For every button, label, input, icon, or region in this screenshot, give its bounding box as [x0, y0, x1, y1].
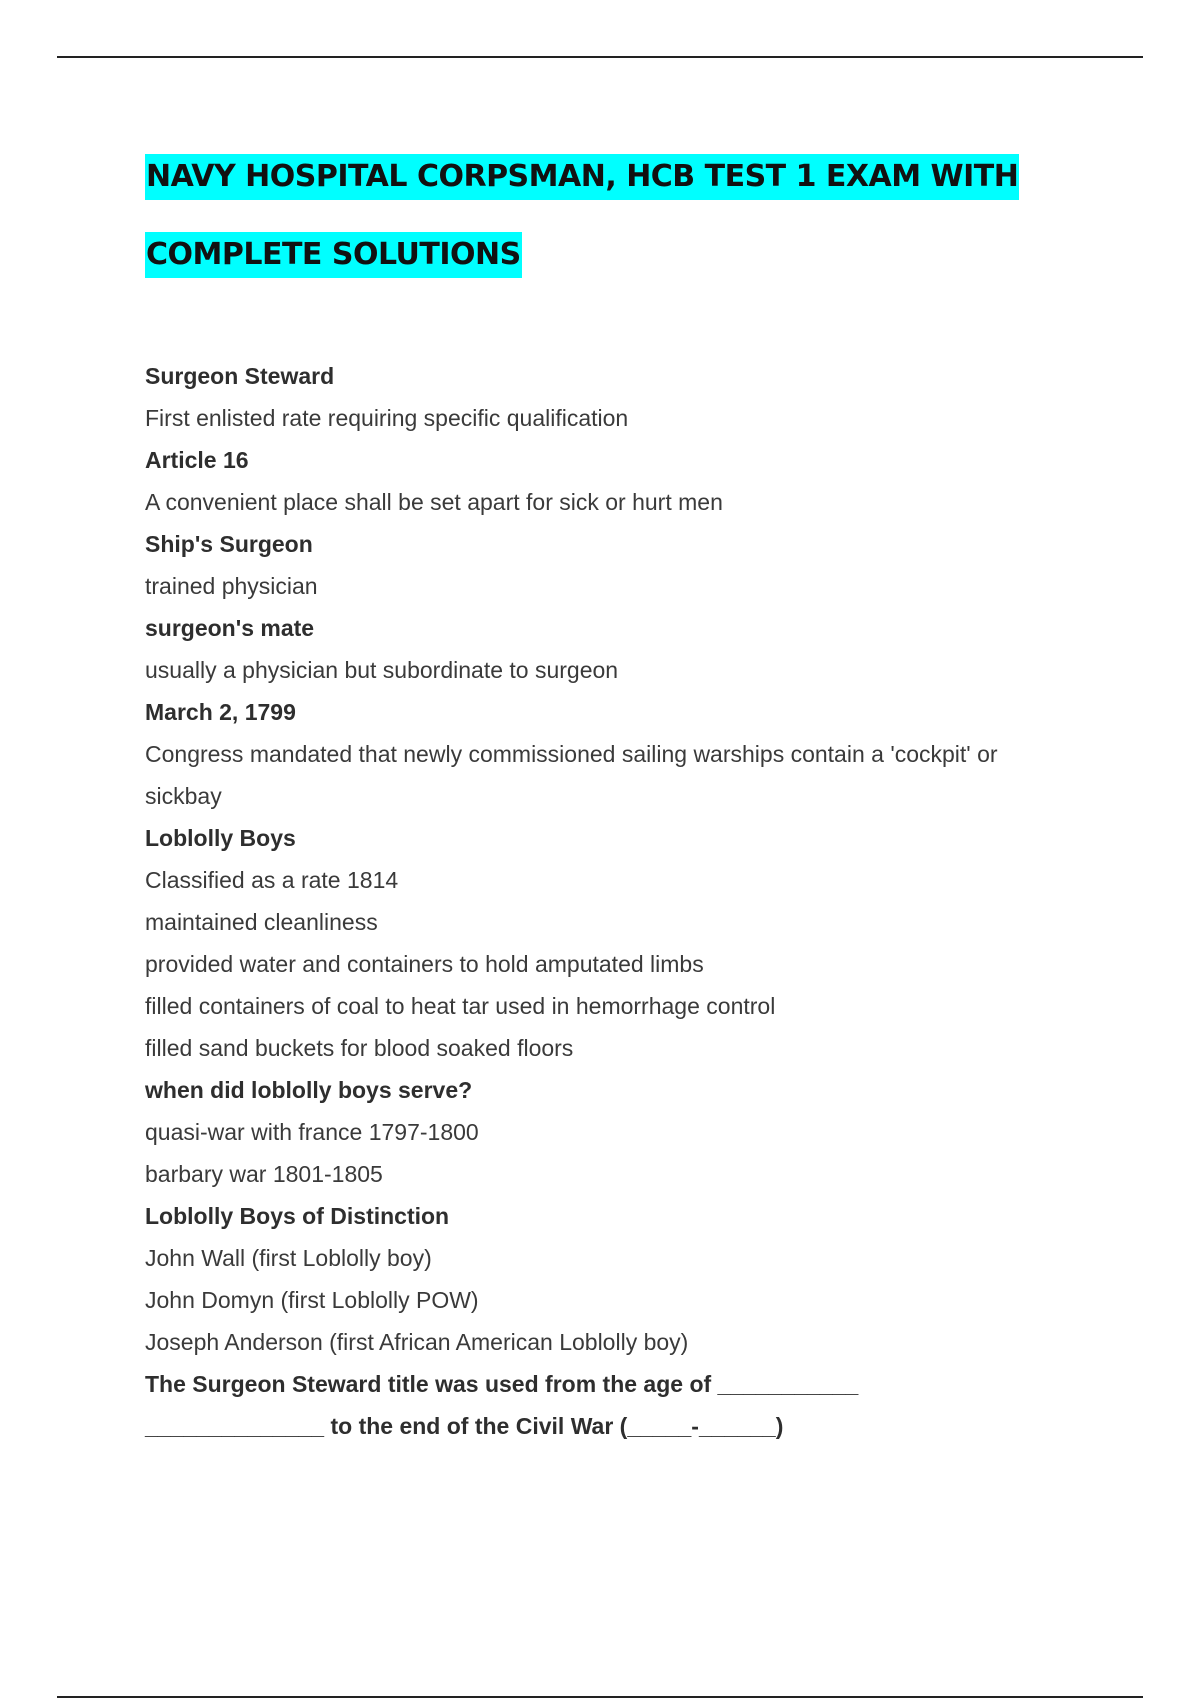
term-article-16: Article 16 — [145, 447, 249, 473]
definition-line: Classified as a rate 1814 — [145, 867, 399, 893]
definition-line: sickbay — [145, 783, 222, 809]
definition-line: usually a physician but subordinate to surgeon — [145, 657, 619, 683]
definition-line: trained physician — [145, 573, 318, 599]
top-rule — [57, 56, 1143, 58]
definition-line: John Domyn (first Loblolly POW) — [145, 1287, 479, 1313]
final-question-line-2: ______________ to the end of the Civil War (_____-______) — [145, 1413, 784, 1439]
document-title — [145, 143, 1105, 299]
definition-line: John Wall (first Loblolly boy) — [145, 1245, 432, 1271]
definition-line: Joseph Anderson (first African American Loblolly boy) — [145, 1329, 689, 1355]
final-question-line-1: The Surgeon Steward title was used from the age of ___________ — [145, 1371, 859, 1397]
term-loblolly-boys-of-distinction: Loblolly Boys of Distinction — [145, 1203, 450, 1229]
definition-line: maintained cleanliness — [145, 909, 378, 935]
term-ships-surgeon: Ship's Surgeon — [145, 531, 313, 557]
definition-line: barbary war 1801-1805 — [145, 1161, 383, 1187]
bottom-rule — [57, 1696, 1143, 1698]
term-surgeon-steward: Surgeon Steward — [145, 363, 335, 389]
definition-line: Congress mandated that newly commissioned sailing warships contain a 'cockpit' or — [145, 741, 998, 767]
term-march-2-1799: March 2, 1799 — [145, 699, 296, 725]
term-when-did-loblolly-boys-serve: when did loblolly boys serve? — [145, 1077, 473, 1103]
question-answer-list — [145, 355, 1075, 1447]
definition-line: filled containers of coal to heat tar used in hemorrhage control — [145, 993, 776, 1019]
title-line-1: NAVY HOSPITAL CORPSMAN, HCB TEST 1 EXAM WITH — [145, 154, 1019, 200]
definition-line: A convenient place shall be set apart for sick or hurt men — [145, 489, 723, 515]
definition-line: provided water and containers to hold amputated limbs — [145, 951, 704, 977]
definition-line: quasi-war with france 1797-1800 — [145, 1119, 479, 1145]
title-line-2: COMPLETE SOLUTIONS — [145, 232, 522, 278]
term-loblolly-boys: Loblolly Boys — [145, 825, 296, 851]
term-surgeons-mate: surgeon's mate — [145, 615, 315, 641]
definition-line: filled sand buckets for blood soaked floors — [145, 1035, 574, 1061]
definition-line: First enlisted rate requiring specific qualification — [145, 405, 629, 431]
